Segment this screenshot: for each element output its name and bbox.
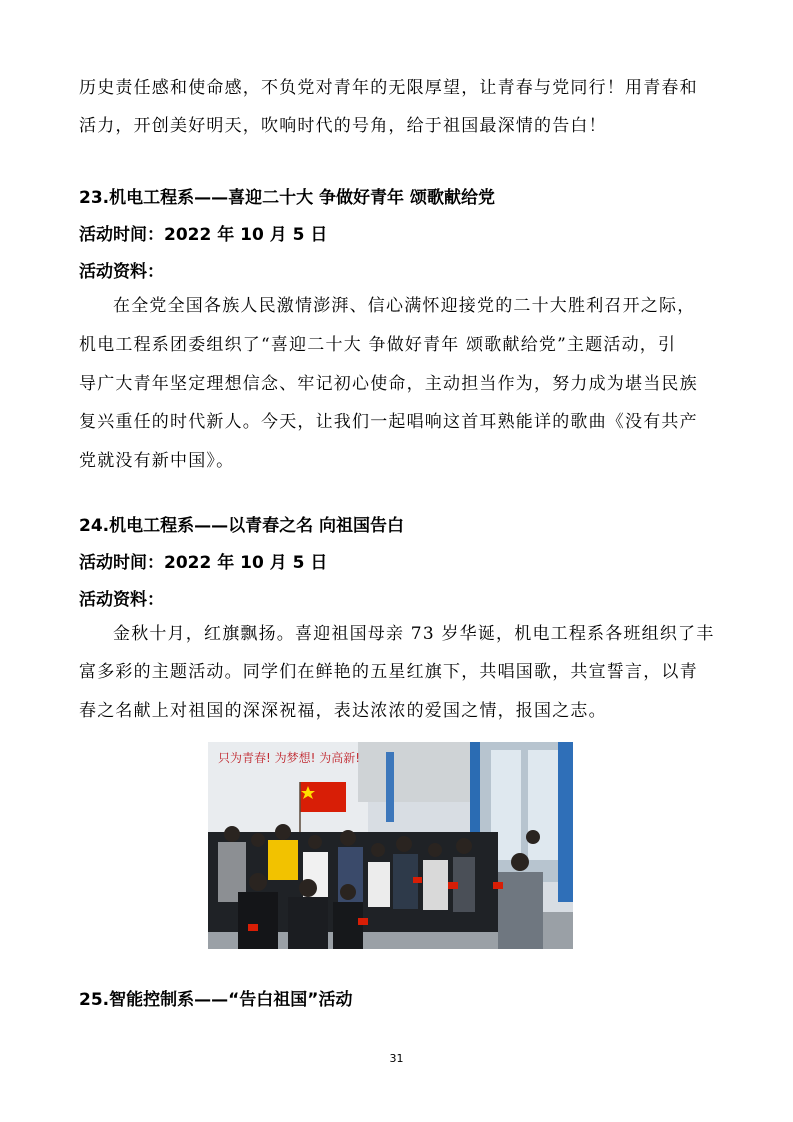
section-24-body-line-2: 富多彩的主题活动。同学们在鲜艳的五星红旗下，共唱国歌，共宣誓言，以青 [79,662,698,682]
intro-line-1: 历史责任感和使命感，不负党对青年的无限厚望，让青春与党同行！用青春和 [79,78,698,98]
section-25-title: 25.智能控制系——“告白祖国”活动 [79,990,353,1010]
section-24-body-line-3: 春之名献上对祖国的深深祝福，表达浓浓的爱国之情，报国之志。 [79,701,607,721]
section-23-material-label: 活动资料： [79,262,164,282]
section-23-body-line-3: 导广大青年坚定理想信念、牢记初心使命，主动担当作为，努力成为堪当民族 [79,374,698,394]
section-23-time: 活动时间：2022 年 10 月 5 日 [79,225,328,245]
section-23-body-line-1: 在全党全国各族人民激情澎湃、信心满怀迎接党的二十大胜利召开之际， [113,296,696,316]
section-23-body-line-4: 复兴重任的时代新人。今天，让我们一起唱响这首耳熟能详的歌曲《没有共产 [79,412,698,432]
intro-line-2: 活力，开创美好明天，吹响时代的号角，给于祖国最深情的告白！ [79,116,607,136]
activity-photo [208,742,573,949]
section-24-time: 活动时间：2022 年 10 月 5 日 [79,553,328,573]
banner-text: 只为青春! 为梦想! 为高新! [218,751,361,765]
section-23-body-line-2: 机电工程系团委组织了“喜迎二十大 争做好青年 颂歌献给党”主题活动，引 [79,335,677,355]
section-23-title: 23.机电工程系——喜迎二十大 争做好青年 颂歌献给党 [79,188,495,208]
section-24-title: 24.机电工程系——以青春之名 向祖国告白 [79,516,405,536]
section-24-material-label: 活动资料： [79,590,164,610]
page-number: 31 [389,1052,404,1065]
section-24-body-line-1: 金秋十月，红旗飘扬。喜迎祖国母亲 73 岁华诞，机电工程系各班组织了丰 [113,624,715,644]
section-23-body-line-5: 党就没有新中国》。 [79,451,235,471]
